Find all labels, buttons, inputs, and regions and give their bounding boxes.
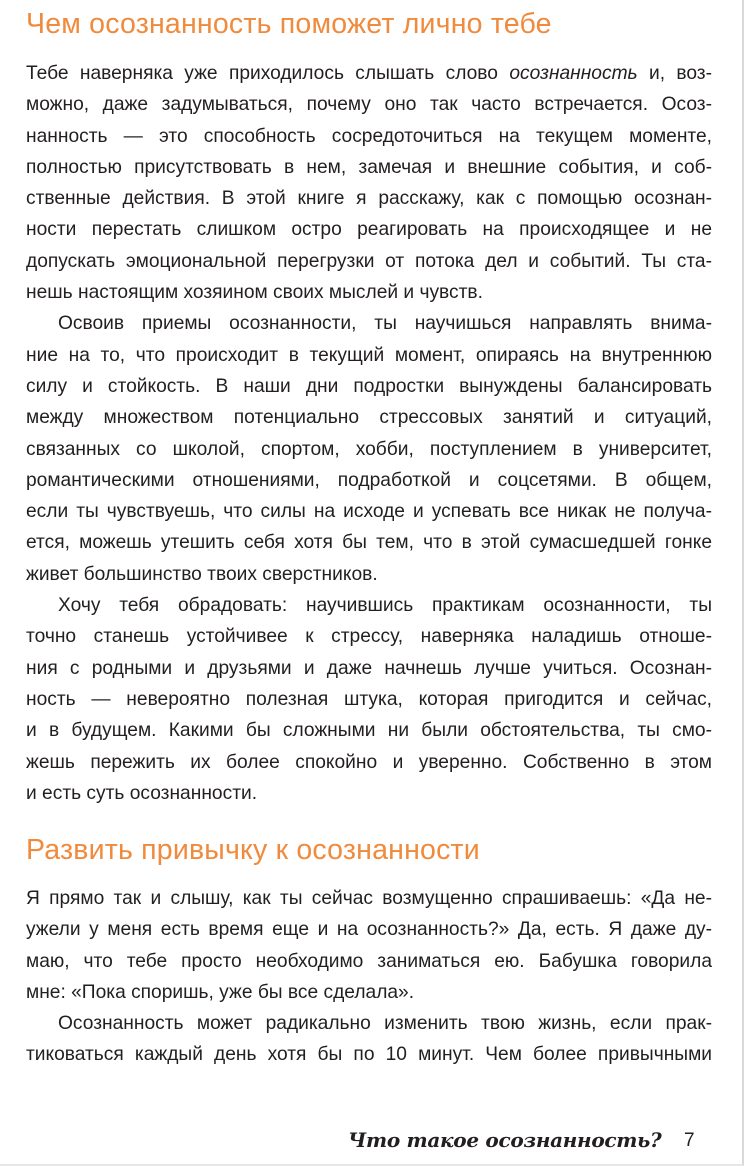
paragraph [26,883,712,1008]
emphasized-term: осознанность [509,63,638,84]
text-line: живет большинство твоих сверстников. [26,563,378,585]
text-line: жешь пережить их более спокойно и уверенно. Собственно в этом [26,751,712,773]
text-line: ность — невероятно полезная штука, которая пригодится и сейчас, [26,688,712,710]
text-line: ужели у меня есть время еще и на осознанность?» Да, есть. Я даже ду- [26,919,712,941]
paragraph [26,308,712,590]
text-line: если ты чувствуешь, что силы на исходе и успевать все никак не получа- [26,501,712,523]
section-heading-benefits: Чем осознанность поможет лично тебе [26,8,552,40]
section-body-benefits [26,58,712,809]
text-line: Освоив приемы осознанности, ты научишься направлять внима- [58,313,712,335]
text-line: можно, даже задумываться, почему оно так часто встречается. Осоз- [26,94,712,116]
text-line: полностью присутствовать в нем, замечая и внешние события, и соб- [26,156,712,178]
text-line: Тебе наверняка уже приходилось слышать слово осознанность и, воз- [26,63,712,84]
text-line: Я прямо так и слышу, как ты сейчас возмущенно спрашиваешь: «Да не- [26,888,712,909]
page-number: 7 [684,1130,695,1151]
running-title: Что такое осознанность? [348,1128,662,1152]
text-line: между множеством потенциально стрессовых занятий и ситуаций, [26,407,712,429]
text-line: Хочу тебя обрадовать: научившись практикам осознанности, ты [58,595,712,617]
text-line: нешь настоящим хозяином своих мыслей и чувств. [26,282,483,304]
text-line: ется, можешь утешить себя хотя бы тем, что в этой сумасшедшей гонке [26,532,712,554]
section-heading-habit: Развить привычку к осознанности [26,834,480,866]
page-footer [0,1128,744,1162]
text-line: нанность — это способность сосредоточиться на текущем моменте, [26,125,712,147]
text-line: маю, что тебе просто необходимо заниматься ею. Бабушка говорила [26,950,712,972]
text-line: связанных со школой, спортом, хобби, поступлением в университет, [26,438,712,460]
text-line: и есть суть осознанности. [26,782,258,804]
section-body-habit [26,883,712,1071]
text-line: ности перестать слишком остро реагировать на происходящее и не [26,219,712,241]
text-line: Осознанность может радикально изменить твою жизнь, если прак- [58,1013,712,1035]
text-line: точно станешь устойчивее к стрессу, наверняка наладишь отноше- [26,626,712,648]
paragraph [26,58,712,308]
text-line: мне: «Пока споришь, уже бы все сделала». [26,981,415,1003]
paragraph [26,1008,712,1071]
text-line: ния с родными и друзьями и даже начнешь лучше учиться. Осознан- [26,657,712,679]
text-line: ние на то, что происходит в текущий момент, опираясь на внутреннюю [26,344,712,366]
text-line: силу и стойкость. В наши дни подростки вынуждены балансировать [26,375,712,397]
text-line: и в будущем. Какими бы сложными ни были обстоятельства, ты смо- [26,720,712,742]
text-line: романтическими отношениями, подработкой и соцсетями. В общем, [26,469,712,491]
text-line: допускать эмоциональной перегрузки от потока дел и событий. Ты ста- [26,250,712,272]
text-line: ственные действия. В этой книге я расскажу, как с помощью осознан- [26,188,712,210]
paragraph [26,590,712,809]
text-line: тиковаться каждый день хотя бы по 10 минут. Чем более привычными [26,1044,712,1066]
